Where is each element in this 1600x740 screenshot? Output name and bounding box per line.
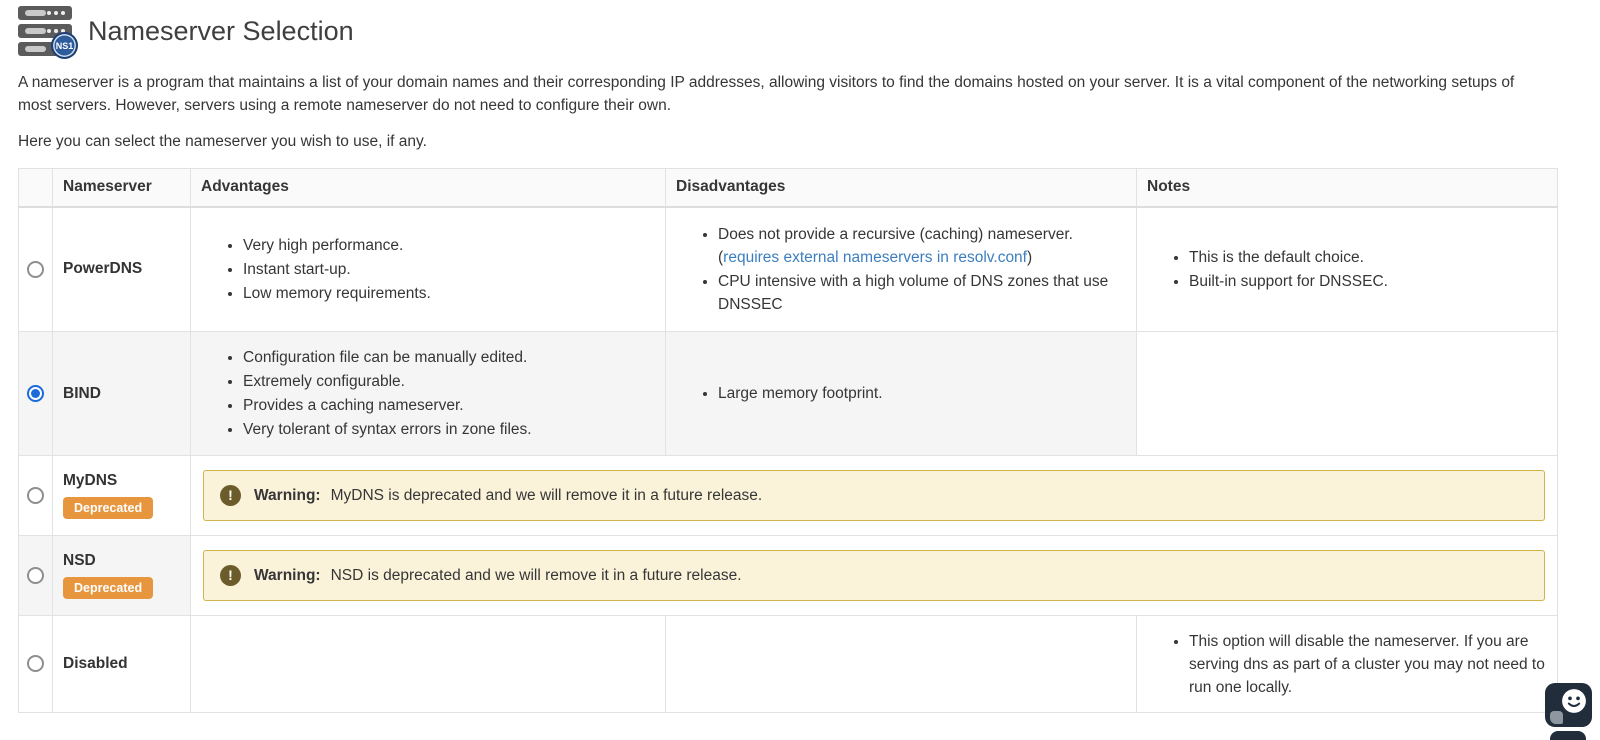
advantage-item: • Very high performance. xyxy=(243,234,655,257)
radio-cell-mydns xyxy=(19,456,53,536)
advantages-list xyxy=(201,234,655,305)
advantage-item: • Instant start-up. xyxy=(243,258,655,281)
radio-cell-nsd xyxy=(19,536,53,616)
nameserver-name: Disabled xyxy=(63,655,128,672)
note-item: • Built-in support for DNSSEC. xyxy=(1189,270,1547,293)
warning-text: NSD is deprecated and we will remove it in a future release. xyxy=(330,567,742,584)
warning-cell-mydns xyxy=(191,456,1558,536)
deprecated-badge: Deprecated xyxy=(63,497,153,519)
advantage-item: • Configuration file can be manually edited. xyxy=(243,346,655,369)
warning-text: MyDNS is deprecated and we will remove it in a future release. xyxy=(330,487,763,504)
nameserver-server-icon xyxy=(18,6,72,56)
resolv-conf-link[interactable]: requires external nameservers in resolv.conf xyxy=(723,248,1027,266)
advantages-cell-bind xyxy=(191,332,666,456)
radio-powerdns[interactable] xyxy=(27,261,44,278)
column-header-radio xyxy=(19,169,53,207)
deprecated-badge: Deprecated xyxy=(63,577,153,599)
advantages-list xyxy=(201,346,655,441)
intro-paragraph: A nameserver is a program that maintains a list of your domain names and their corresponding IP addresses, allowing visitors to find the domains hosted on your server. It is a vital component of the networking setups of most servers. However, servers using a remote nameserver do not need to configure their own. xyxy=(18,74,1515,114)
radio-bind[interactable] xyxy=(27,385,44,402)
column-header-advantages: Advantages xyxy=(191,169,666,207)
radio-cell-powerdns xyxy=(19,207,53,332)
feedback-widget[interactable] xyxy=(1545,683,1592,727)
note-item: • This option will disable the nameserver. If you are serving dns as part of a cluster you may not need to run one locally. xyxy=(1189,630,1547,699)
warning-label: Warning: xyxy=(254,487,321,504)
disadvantage-item: • Does not provide a recursive (caching) nameserver. (requires external nameservers in resolv.conf) xyxy=(718,223,1126,269)
warning-icon: ! xyxy=(220,565,241,586)
disadvantages-cell-powerdns xyxy=(666,207,1137,332)
advantage-item: • Low memory requirements. xyxy=(243,282,655,305)
advantage-item: • Provides a caching nameserver. xyxy=(243,394,655,417)
disadvantages-cell-bind xyxy=(666,332,1137,456)
radio-mydns[interactable] xyxy=(27,487,44,504)
nameserver-cell-disabled xyxy=(53,616,191,713)
select-instruction: Here you can select the nameserver you wish to use, if any. xyxy=(18,133,427,150)
nameserver-cell-powerdns xyxy=(53,207,191,332)
disadvantages-cell-disabled xyxy=(666,616,1137,713)
table-row-bind xyxy=(19,332,1558,456)
nameserver-name: MyDNS xyxy=(63,472,118,489)
nameserver-name: NSD xyxy=(63,552,96,569)
notes-cell-bind xyxy=(1137,332,1558,456)
advantages-cell-disabled xyxy=(191,616,666,713)
radio-cell-bind xyxy=(19,332,53,456)
warning-label: Warning: xyxy=(254,567,321,584)
speaker-icon xyxy=(1550,711,1563,724)
column-header-disadvantages: Disadvantages xyxy=(666,169,1137,207)
page-header xyxy=(18,6,1582,56)
intro-text xyxy=(18,71,1582,153)
table-row-powerdns xyxy=(19,207,1558,332)
radio-nsd[interactable] xyxy=(27,567,44,584)
radio-disabled[interactable] xyxy=(27,655,44,672)
note-item: • This is the default choice. xyxy=(1189,246,1547,269)
nameserver-cell-bind xyxy=(53,332,191,456)
warning-cell-nsd xyxy=(191,536,1558,616)
table-row-disabled xyxy=(19,616,1558,713)
radio-cell-disabled xyxy=(19,616,53,713)
page-title: Nameserver Selection xyxy=(88,15,354,46)
notes-cell-disabled xyxy=(1137,616,1558,713)
table-row-nsd xyxy=(19,536,1558,616)
column-header-notes: Notes xyxy=(1137,169,1558,207)
nameserver-table xyxy=(18,168,1558,713)
warning-alert xyxy=(203,470,1545,521)
table-header-row xyxy=(19,169,1558,207)
table-row-mydns xyxy=(19,456,1558,536)
nameserver-name: PowerDNS xyxy=(63,260,143,278)
disadvantages-list xyxy=(676,223,1126,316)
nameserver-name: BIND xyxy=(63,384,101,402)
nameserver-cell-mydns xyxy=(53,456,191,536)
disadvantage-item: • Large memory footprint. xyxy=(718,382,1126,405)
notes-cell-powerdns xyxy=(1137,207,1558,332)
smiley-face-icon xyxy=(1561,688,1587,714)
warning-alert xyxy=(203,550,1545,601)
column-header-nameserver: Nameserver xyxy=(53,169,191,207)
advantage-item: • Extremely configurable. xyxy=(243,370,655,393)
notes-list xyxy=(1147,630,1547,699)
ns1-badge: NS1 xyxy=(51,32,78,59)
advantage-item: • Very tolerant of syntax errors in zone files. xyxy=(243,418,655,441)
advantages-cell-powerdns xyxy=(191,207,666,332)
notes-list xyxy=(1147,246,1547,293)
warning-icon: ! xyxy=(220,485,241,506)
disadvantages-list xyxy=(676,382,1126,405)
nameserver-cell-nsd xyxy=(53,536,191,616)
feedback-widget-secondary[interactable] xyxy=(1550,731,1586,740)
disadvantage-item: • CPU intensive with a high volume of DNS zones that use DNSSEC xyxy=(718,270,1126,316)
